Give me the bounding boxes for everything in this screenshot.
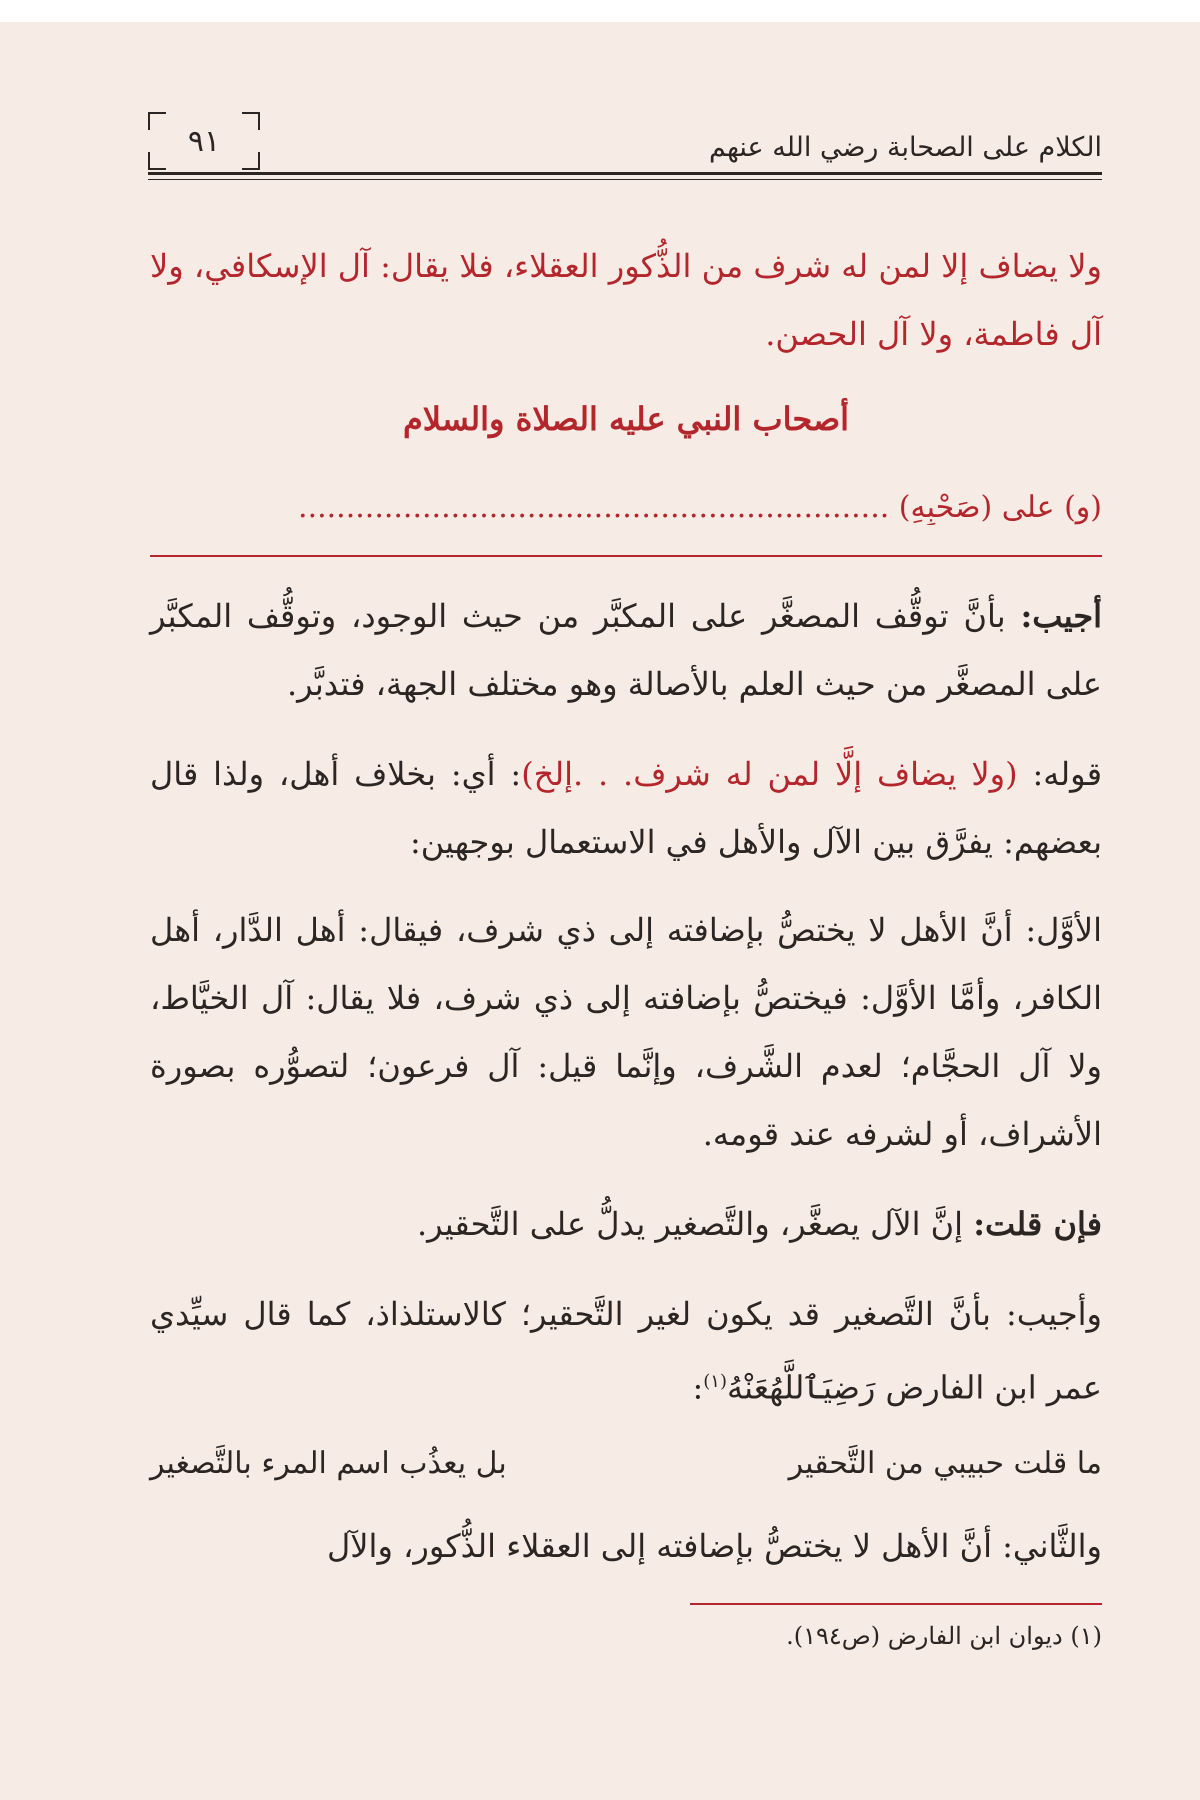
- paragraph-body: إنَّ الآل يصغَّر، والتَّصغير يدلُّ على التَّحقير.: [416, 1205, 974, 1243]
- footnote: (١) ديوان ابن الفارض (ص١٩٤).: [786, 1622, 1102, 1650]
- quoted-matn: (ولا يضاف إلَّا لمن له شرف. . .إلخ): [521, 755, 1018, 793]
- paragraph-lead: والثَّاني:: [1002, 1527, 1102, 1565]
- poem-second-hemistich: بل يعذُب اسم المرء بالتَّصغير: [150, 1446, 507, 1481]
- paragraph-body: : أي: بخلاف أهل، ولذا قال بعضهم: يفرَّق بين الآل والأهل في الاستعمال بوجهين:: [150, 755, 1102, 861]
- paragraph-lead: قوله:: [1017, 755, 1103, 793]
- poem-first-hemistich: ما قلت حبيبي من التَّحقير: [788, 1446, 1102, 1481]
- page-number-frame: [148, 112, 260, 170]
- paragraph-5: [150, 1280, 1102, 1422]
- paragraph-3: [150, 896, 1102, 1168]
- paragraph-lead: فإن قلت:: [973, 1205, 1102, 1243]
- paragraph-2: [150, 740, 1102, 876]
- paragraph-4: [150, 1190, 1102, 1258]
- paragraph-body: أنَّ الأهل لا يختصُّ بإضافته إلى ذي شرف، فيقال: أهل الدَّار، أهل الكافر، وأمَّا الأوَّل: فيختصُّ بإضافته إلى ذي شرف، فلا يقال: آل الخيَّاط، ولا آل الحجَّام؛ لعدم الشَّرف، وإنَّما قيل: آل فرعون؛ لتصوُّره بصورة الأشراف، أو لشرفه عند قومه.: [150, 911, 1103, 1153]
- paragraph-body: بأنَّ التَّصغير قد يكون لغير التَّحقير؛ كالاستلذاذ، كما قال سيِّدي عمر ابن الفارض رَضِيَٱللَّهُعَنْهُ: [150, 1295, 1102, 1407]
- header-rule: [148, 172, 1102, 175]
- section-heading: أصحاب النبي عليه الصلاة والسلام: [402, 400, 850, 438]
- header-rule-thin: [148, 179, 1102, 180]
- paragraph-body: أنَّ الأهل لا يختصُّ بإضافته إلى العقلاء الذُّكور، والآل: [327, 1527, 1003, 1565]
- paragraph-lead: الأوَّل:: [1025, 911, 1102, 949]
- footnote-rule: [690, 1603, 1102, 1605]
- scan-top-edge: [0, 0, 1200, 22]
- matn-top-text: ولا يضاف إلا لمن له شرف من الذُّكور العقلاء، فلا يقال: آل الإسكافي، ولا آل فاطمة، ولا آل الحصن.: [150, 247, 1103, 353]
- matn-line: (و) على (صَحْبِهِ) ..............................................................: [298, 490, 1102, 525]
- matn-divider: [150, 555, 1102, 557]
- page-number: ٩١: [187, 124, 221, 159]
- footnote-ref[interactable]: (١): [703, 1371, 727, 1392]
- paragraph-lead: أجيب:: [1020, 597, 1103, 635]
- paragraph-body: بأنَّ توقُّف المصغَّر على المكبَّر من حيث الوجود، وتوقُّف المكبَّر على المصغَّر من حيث العلم بالأصالة وهو مختلف الجهة، فتدبَّر.: [150, 597, 1102, 703]
- paragraph-end: :: [692, 1368, 704, 1407]
- paragraph-1: [150, 582, 1102, 718]
- paragraph-6: [150, 1512, 1102, 1580]
- paragraph-lead: وأجيب:: [1006, 1295, 1102, 1333]
- running-title: الكلام على الصحابة رضي الله عنهم: [708, 132, 1102, 163]
